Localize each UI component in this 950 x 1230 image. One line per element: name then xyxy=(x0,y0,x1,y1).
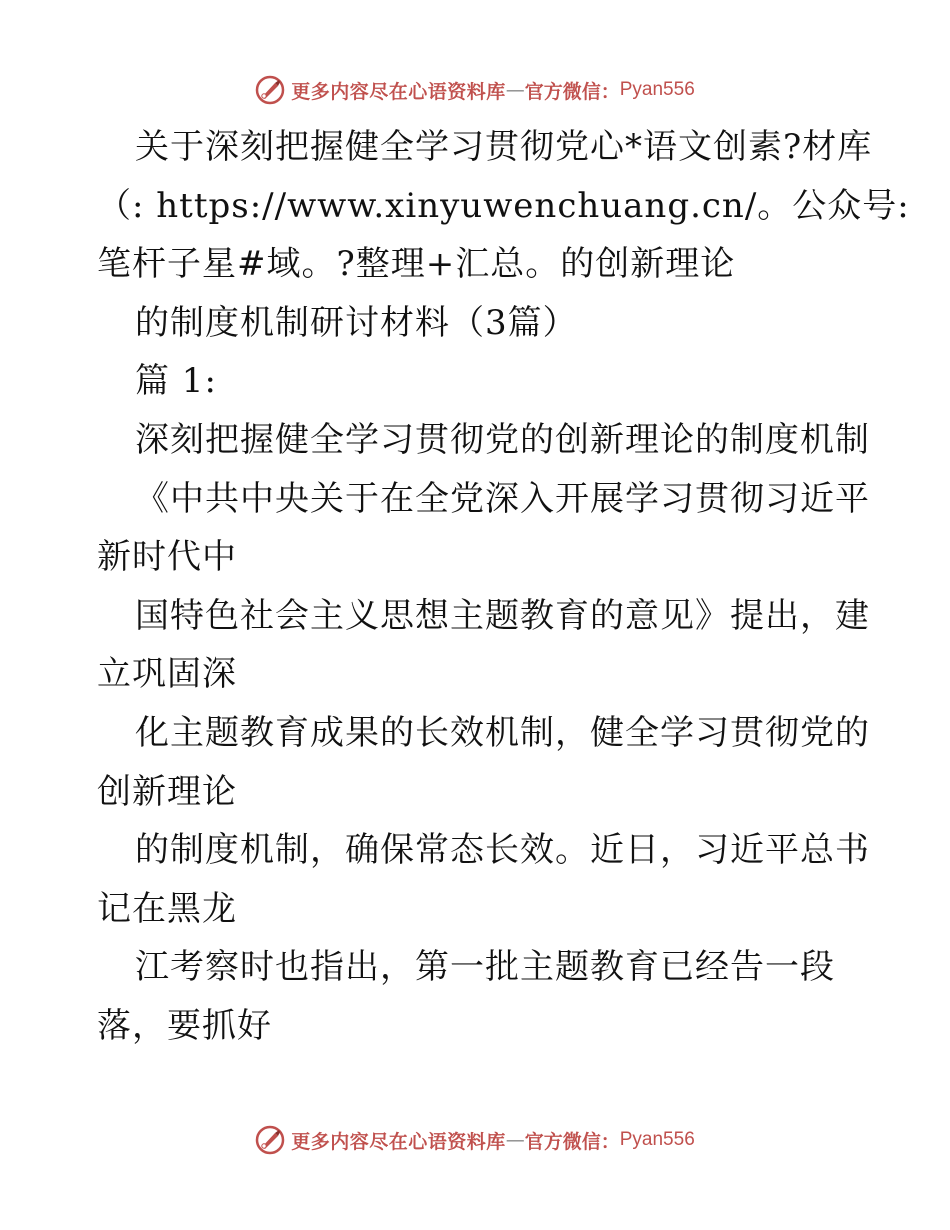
header-banner-wechat-label: 官方微信： xyxy=(524,80,620,103)
footer-banner-main: 更多内容尽在心语资料库 xyxy=(291,1130,506,1153)
document-line: 江考察时也指出，第一批主题教育已经告一段 xyxy=(135,947,835,988)
quill-pen-logo-icon xyxy=(255,1125,285,1155)
document-line: 的制度机制，确保常态长效。近日，习近平总书 xyxy=(135,830,870,871)
document-line: 关于深刻把握健全学习贯彻党心*语文创素?材库 xyxy=(135,127,873,167)
footer-banner-separator: — xyxy=(505,1129,525,1151)
document-line: 深刻把握健全学习贯彻党的创新理论的制度机制 xyxy=(135,419,870,460)
document-line: 创新理论 xyxy=(97,771,237,812)
document-line: 记在黑龙 xyxy=(97,888,237,929)
header-banner xyxy=(0,70,950,110)
document-line: 立巩固深 xyxy=(97,654,237,695)
header-banner-wechat-id: Pyan556 xyxy=(619,79,695,100)
footer-banner xyxy=(0,1120,950,1160)
document-line: 的制度机制研讨材料（3篇） xyxy=(135,302,578,343)
footer-banner-wechat-id: Pyan556 xyxy=(619,1129,695,1150)
document-line: 笔杆子星#域。?整理+汇总。的创新理论 xyxy=(97,244,736,285)
header-banner-separator: — xyxy=(505,79,525,101)
document-line: 化主题教育成果的长效机制，健全学习贯彻党的 xyxy=(135,712,870,753)
document-line: 国特色社会主义思想主题教育的意见》提出，建 xyxy=(135,595,870,636)
document-line: 篇 1: xyxy=(135,361,217,402)
document-line: 新时代中 xyxy=(97,537,237,578)
footer-banner-wechat-label: 官方微信： xyxy=(524,1130,620,1153)
document-line: 《中共中央关于在全党深入开展学习贯彻习近平 xyxy=(135,478,870,519)
document-line: （: https://www.xinyuwenchuang.cn/。公众号: xyxy=(97,185,910,226)
document-body xyxy=(97,118,910,1056)
document-line: 落，要抓好 xyxy=(97,1005,272,1046)
header-banner-main: 更多内容尽在心语资料库 xyxy=(291,80,506,103)
quill-pen-logo-icon xyxy=(255,75,285,105)
